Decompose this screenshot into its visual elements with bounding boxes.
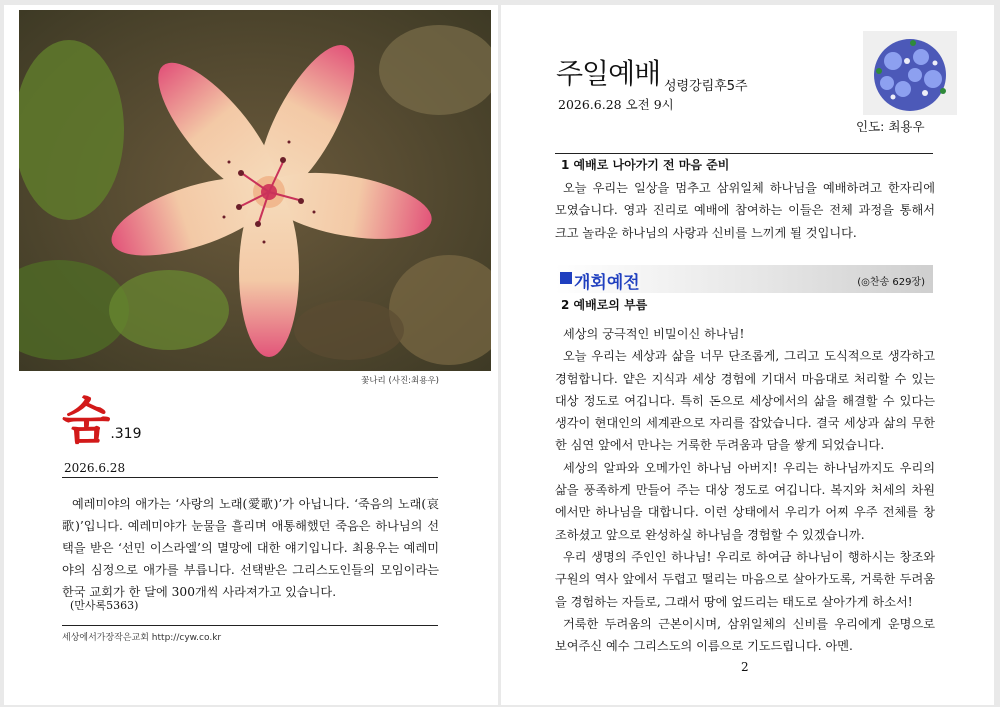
liturgy-banner: [555, 265, 933, 293]
paragraph: 세상의 궁극적인 비밀이신 하나님!: [563, 327, 745, 341]
page-subtitle: 성령강림후5주: [664, 79, 748, 94]
page-number: 2: [741, 660, 749, 674]
breath-reference: (만사록5363): [70, 599, 139, 612]
breath-number: .319: [110, 426, 142, 442]
divider: [62, 625, 438, 626]
paragraph: 오늘 우리는 세상과 삶을 너무 단조롭게, 그리고 도식적으로 생각하고 경험합니다. 얕은 지식과 세상 경험에 기대서 마음대로 처리할 수 있는 대상 정도로 여깁니다. 특히 돈으로 세상에서의 삶을 해결할 수 있다는 생각이 현대인의 세계관으로 자리를 잡았습니다. 결국 세상과 삶의 무한한 심연 앞에서 만나는 거룩한 두려움과 담을 쌓게 되었습니다.: [555, 349, 935, 453]
service-leader: 인도: 최용우: [856, 119, 925, 134]
square-bullet-icon: [560, 272, 572, 284]
section-heading-preparation: 1 예배로 나아가기 전 마음 준비: [561, 158, 730, 172]
page-title: 주일예배: [556, 57, 661, 90]
lily-photo: [19, 10, 491, 371]
right-page: [501, 5, 994, 705]
left-page: [4, 5, 498, 705]
section-body-preparation: [555, 177, 935, 244]
paragraph: 우리 생명의 주인인 하나님! 우리로 하여금 하나님이 행하시는 창조와 구원의 역사 앞에서 두렵고 떨리는 마음으로 살아가도록, 거룩한 두려움을 경험하는 자들로, 그래서 땅에 엎드리는 태도로 살아가게 하소서!: [555, 549, 935, 609]
divider: [62, 477, 438, 478]
breath-char: 숨: [62, 391, 109, 450]
paragraph: 오늘 우리는 일상을 멈추고 삼위일체 하나님을 예배하려고 한자리에 모였습니다. 영과 진리로 예배에 참여하는 이들은 전체 과정을 통해서 크고 놀라운 하나님의 사랑과 신비를 느끼게 될 것입니다.: [555, 181, 935, 240]
section-heading-call: 2 예배로의 부름: [561, 298, 648, 312]
hymn-reference: (◎찬송 629장): [857, 277, 925, 288]
paragraph: 거룩한 두려움의 근본이시며, 삼위일체의 신비를 우리에게 운명으로 보여주신 예수 그리스도의 이름으로 기도드립니다. 아멘.: [555, 616, 935, 654]
photo-caption: 꽃나리 (사진:최용우): [361, 376, 439, 386]
paragraph: 세상의 알파와 오메가인 하나님 아버지! 우리는 하나님까지도 우리의 삶을 풍족하게 만들어 주는 대상 정도로 여깁니다. 복지와 처세의 차원에서만 하나님을 대합니다. 이런 상태에서 우리가 어찌 우주 전체를 창조하셨고 앞으로 완성하실 하나님을 경험할 수 있겠습니까.: [555, 460, 935, 542]
breath-text: 예레미야의 애가는 ‘사랑의 노래(愛歌)’가 아닙니다. ‘죽음의 노래(哀歌)’입니다. 예레미야가 눈물을 흘리며 애통해했던 죽음은 하나님의 선택을 받은 ‘선민 이스라엘’의 멸망에 대한 얘기입니다. 최용우는 예레미야의 심정으로 애가를 부릅니다. 선택받은 그리스도인들의 모임이라는 한국 교회가 한 달에 300개씩 사라져가고 있습니다.: [62, 497, 439, 599]
banner-title: 개회예전: [574, 273, 640, 293]
service-datetime: 2026.6.28 오전 9시: [558, 97, 674, 112]
footer-site: 세상에서가장작은교회 http://cyw.co.kr: [62, 633, 222, 643]
divider: [555, 153, 933, 154]
breath-heading: [62, 391, 142, 450]
section-body-call: [555, 323, 935, 657]
breath-date: 2026.6.28: [64, 461, 126, 475]
bouquet-image: [863, 31, 957, 115]
